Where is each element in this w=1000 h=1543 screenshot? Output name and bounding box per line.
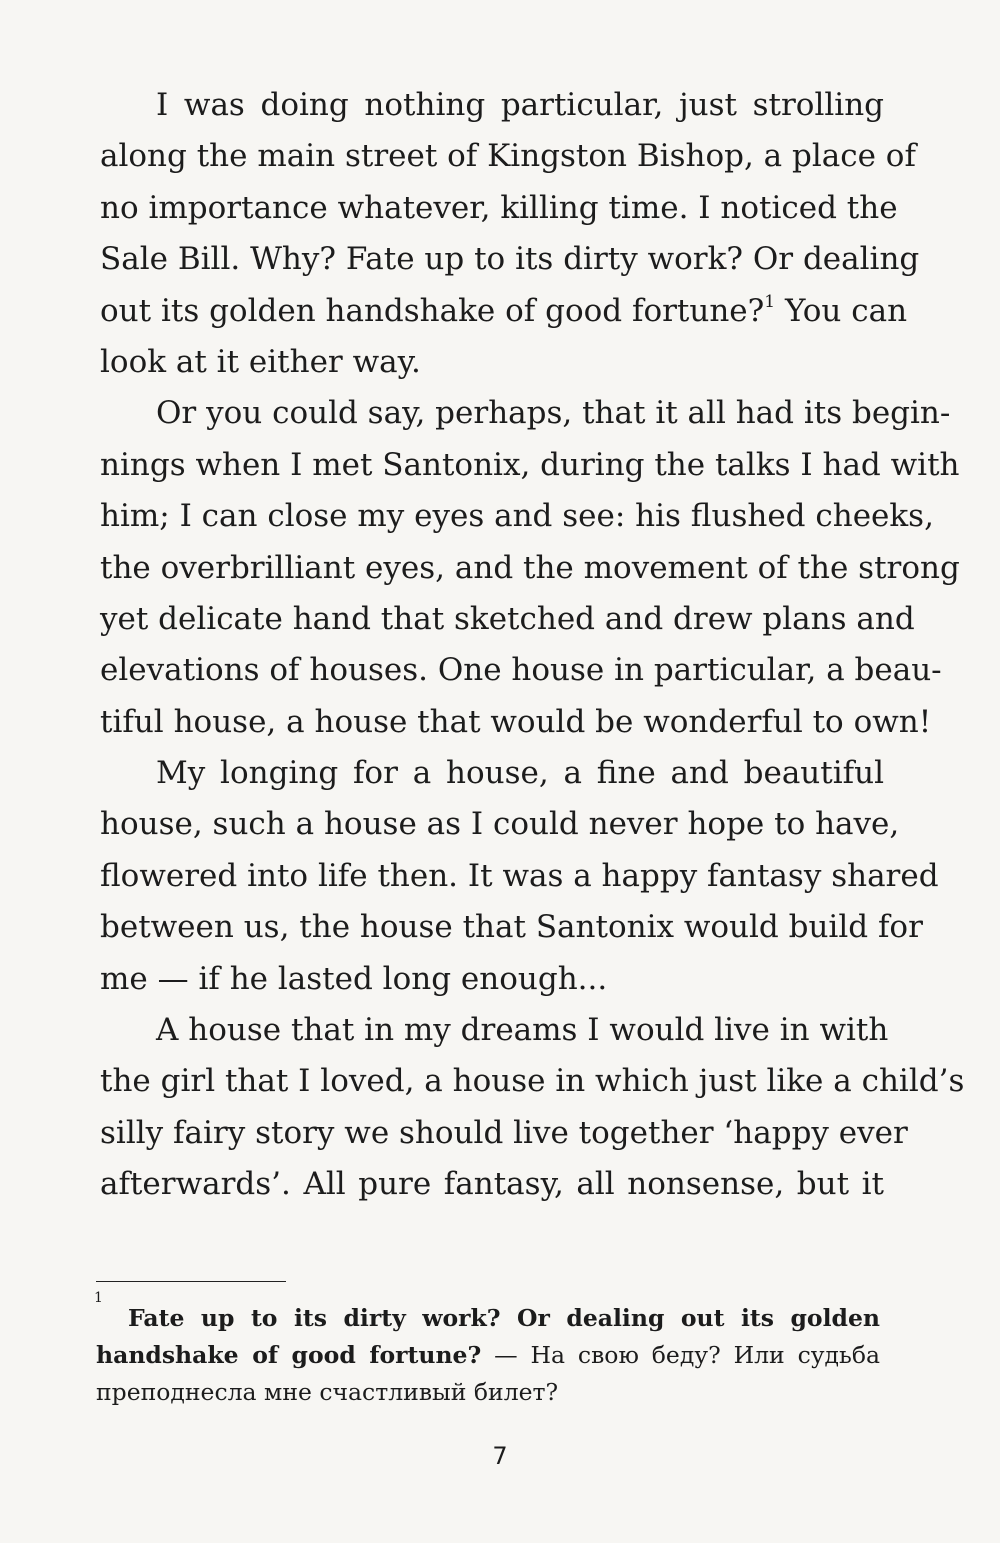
text-line: the overbrilliant eyes, and the movement of the strong bbox=[100, 549, 960, 586]
text-line: silly fairy story we should live together ‘happy ever bbox=[100, 1114, 908, 1151]
footnote-line: Fate up to its dirty work? Or dealing out its golden bbox=[128, 1304, 880, 1332]
text-line: between us, the house that Santonix would build for bbox=[100, 909, 923, 946]
text-fragment: out its golden handshake of good fortune? bbox=[100, 292, 765, 329]
text-line: Sale Bill. Why? Fate up to its dirty work? Or dealing bbox=[100, 241, 920, 278]
text-line: A house that in my dreams I would live in with bbox=[156, 1012, 889, 1049]
text-line: flowered into life then. It was a happy fantasy shared bbox=[100, 857, 939, 894]
text-line: yet delicate hand that sketched and drew plans and bbox=[100, 600, 915, 637]
text-line: no importance whatever, killing time. I noticed the bbox=[100, 189, 898, 226]
text-fragment: You can bbox=[784, 292, 908, 329]
text-line: afterwards’. All pure fantasy, all nonsense, but it bbox=[100, 1166, 884, 1203]
text-line: the girl that I loved, a house in which just like a child’s bbox=[100, 1063, 965, 1100]
text-line: along the main street of Kingston Bishop, a place of bbox=[100, 138, 916, 175]
footnote-reference: 1 bbox=[764, 291, 776, 312]
text-line: My longing for a house, a fine and beautiful bbox=[156, 755, 884, 792]
text-line: elevations of houses. One house in particular, a beau- bbox=[100, 652, 942, 689]
text-line bbox=[100, 286, 908, 337]
footnote-bold-phrase: handshake of good fortune? bbox=[96, 1341, 482, 1369]
footnote-line: преподнесла мне счастливый билет? bbox=[96, 1378, 559, 1406]
text-line: him; I can close my eyes and see: his flushed cheeks, bbox=[100, 498, 934, 535]
footnote-line bbox=[96, 1337, 880, 1374]
text-line: nings when I met Santonix, during the talks I had with bbox=[100, 446, 960, 483]
text-line: tiful house, a house that would be wonderful to own! bbox=[100, 703, 932, 740]
text-line: house, such a house as I could never hope to have, bbox=[100, 806, 900, 843]
text-line: I was doing nothing particular, just strolling bbox=[156, 87, 884, 123]
footnote-translation: — На свою беду? Или судьба bbox=[494, 1341, 880, 1369]
text-line: me — if he lasted long enough... bbox=[100, 960, 608, 997]
page-number: 7 bbox=[492, 1442, 508, 1470]
main-text bbox=[100, 80, 965, 1211]
footnote-divider bbox=[96, 1281, 286, 1282]
text-line: look at it either way. bbox=[100, 343, 421, 380]
text-line: Or you could say, perhaps, that it all had its begin- bbox=[156, 395, 951, 432]
footnote-marker: 1 bbox=[94, 1290, 103, 1306]
footnote bbox=[94, 1290, 880, 1411]
